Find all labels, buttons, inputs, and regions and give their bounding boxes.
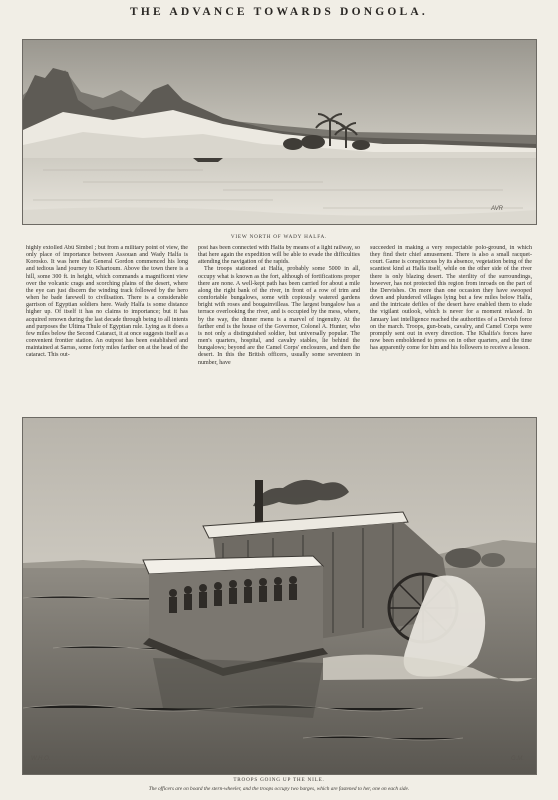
boat (193, 158, 223, 162)
figure-caption-bottom: TROOPS GOING UP THE NILE. (233, 777, 325, 783)
article-body (26, 245, 532, 411)
landscape-drawing (23, 40, 536, 224)
landscape-illustration (22, 39, 537, 225)
artist-signature-right: G.M. (511, 756, 524, 762)
artist-signature-left: W.H.O. (31, 756, 51, 762)
paragraph: succeeded in making a very respectable polo-ground, in which they find their chief amusement. There is also a small racquet-court. Game is conspicuous by its absence, vegetation being of the scantiest kind at Halfa itself, while on the other side of the river there is only blazing desert. The sterility of the surroundings, however, has not protected this region from inroads on the part of the Dervishes. On more than one occasion they have swooped down and plundered villages lying but a few miles below Halfa, and the intricate defiles of the desert have enabled them to elude the vigilant outlook, which is never for a moment relaxed. In January last intelligence reached the authorities of a Dervish force on the march. Troops, gun-boats, cavalry, and Camel Corps were promptly sent out in every direction. The Khalifa's forces have now been emboldened to press on in other quarters, and the time has apparently come for him and his followers to receive a lesson. (370, 245, 532, 352)
figure-caption-top: VIEW NORTH OF WADY HALFA. (230, 234, 328, 240)
steamer-illustration (22, 417, 537, 775)
paragraph: The troops stationed at Halfa, probably some 5000 in all, occupy what is known as the fort, although of fortifications proper there are none. A well-kept path has been carried for about a mile along the right bank of the river, in front of a row of trim and comfortable bungalows, some with copiously watered gardens bright with roses and bougainvilleas. The largest bungalow has a terrace overlooking the river, and is occupied by the mess, where, by the way, the dinner menu is a marvel of ingenuity. At the farther end is the house of the Governor, Colonel A. Hunter, who is not only a distinguished soldier, but universally popular. The men's quarters, hospital, and cavalry stables, lie behind the bungalows; beyond are the Camel Corps' enclosures, and then the desert. In this the British officers, usually some seventeen in number, have (198, 266, 360, 366)
paragraph: post has been connected with Halfa by means of a light railway, so that here again the expedition will be able to evade the difficulties attending the navigation of the rapids. (198, 245, 360, 266)
steamer-drawing (23, 418, 536, 774)
article-column-1 (26, 245, 188, 411)
figure-subcaption-bottom: The officers are on board the stern-wheeler, and the troops occupy two barges, which are fastened to her, one on each side. (148, 786, 410, 792)
article-column-3 (370, 245, 532, 411)
artist-signature: AVR (491, 206, 504, 212)
paragraph: highly extolled Abû Simbel ; but from a military point of view, the only place of importance between Assouan and Wady Halfa is Korosko. It was here that General Gordon commenced his long and tedious land journey to Khartoum. Above the town there is a hill, some 300 ft. in height, which commands a magnificent view over the volcanic crags and scorching plains of the desert, where the eye can just discern the winding track followed by the hero when he bade farewell to civilisation. There is a considerable garrison of Egyptian soldiers here. Wady Halfa is some distance higher up. Of itself it has no claims to importance; but it has acquired renown during the last decade through being to all intents and purposes the Ultima Thule of Egyptian rule. Lying as it does a few miles below the Second Cataract, it at once suggests itself as a convenient frontier station. An outpost has been established and maintained at Sarras, some forty miles farther on at the head of the cataract. This out- (26, 245, 188, 359)
article-column-2 (198, 245, 360, 411)
page-title: THE ADVANCE TOWARDS DONGOLA. (130, 6, 428, 18)
